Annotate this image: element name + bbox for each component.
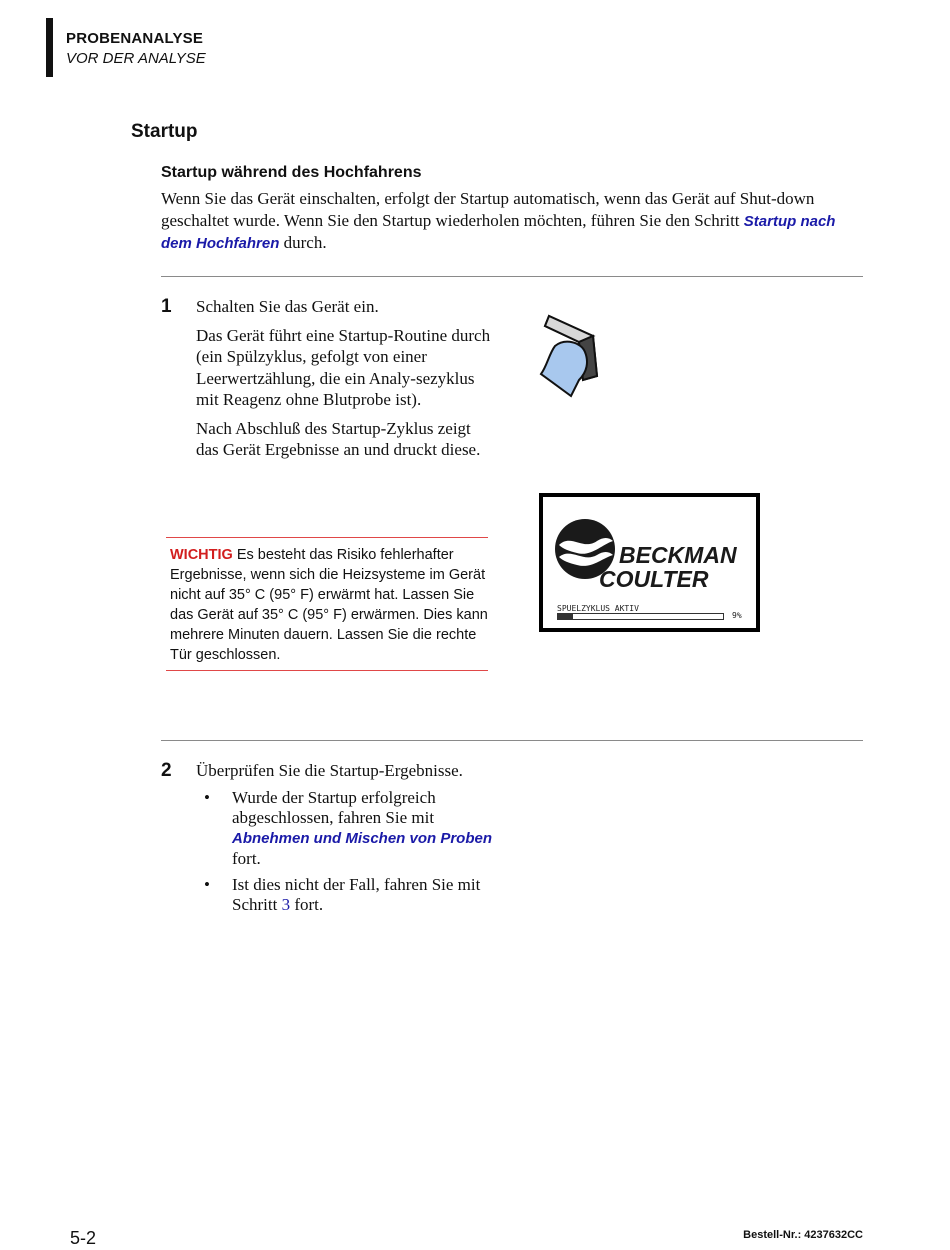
header-subtitle: VOR DER ANALYSE bbox=[66, 50, 206, 67]
step-1-instruction: Schalten Sie das Gerät ein. bbox=[196, 297, 379, 316]
divider-middle bbox=[161, 740, 863, 741]
subsection-title: Startup während des Hochfahrens bbox=[161, 164, 422, 181]
bullet-1-text: Wurde der Startup erfolgreich abgeschlossen, fahren Sie mit bbox=[232, 787, 436, 827]
warning-text-block bbox=[170, 545, 488, 665]
progress-percent: 9% bbox=[732, 611, 742, 620]
page-number: 5-2 bbox=[70, 1228, 97, 1248]
warning-label: WICHTIG bbox=[170, 547, 233, 563]
bullet-icon: • bbox=[204, 874, 210, 894]
header-bar bbox=[46, 18, 53, 77]
progress-bar bbox=[557, 613, 724, 620]
step-1-result-note: Nach Abschluß des Startup-Zyklus zeigt das Gerät Ergebnisse an und druckt diese. bbox=[196, 418, 481, 459]
progress-bar-fill bbox=[558, 614, 573, 619]
bullet-2-text: Ist dies nicht der Fall, fahren Sie mit Schritt bbox=[232, 874, 481, 914]
intro-text-end: durch. bbox=[279, 233, 327, 252]
instrument-screen bbox=[539, 493, 760, 632]
bullet-2-end: fort. bbox=[290, 894, 324, 914]
order-number: Bestell-Nr.: 4237632CC bbox=[743, 1229, 863, 1241]
step-2-number: 2 bbox=[161, 760, 172, 781]
screen-status-text: SPUELZYKLUS AKTIV bbox=[557, 604, 639, 613]
step-2-instruction: Überprüfen Sie die Startup-Ergebnisse. bbox=[196, 761, 463, 780]
finger-press-button-icon bbox=[535, 310, 607, 402]
list-item bbox=[196, 788, 516, 869]
logo-line-2: COULTER bbox=[599, 566, 709, 592]
beckman-coulter-logo bbox=[549, 511, 749, 601]
intro-text: Wenn Sie das Gerät einschalten, erfolgt der Startup automatisch, wenn das Gerät auf Shut-down geschaltet wurde. Wenn Sie den Startup wiederholen möchten, führen Sie den Schritt bbox=[161, 189, 815, 230]
bullet-icon: • bbox=[204, 787, 210, 807]
divider-top bbox=[161, 276, 863, 277]
step-2-bullets bbox=[196, 788, 516, 915]
warning-text: Es besteht das Risiko fehlerhafter Ergebnisse, wenn sich die Heizsysteme im Gerät nicht auf 35° C (95° F) erwärmt hat. Lassen Sie das Gerät auf 35° C (95° F) erwärmen. Dies kann mehrere Minuten dauern. Lassen Sie die rechte Tür geschlossen. bbox=[170, 547, 488, 663]
header-title: PROBENANALYSE bbox=[66, 30, 204, 47]
warning-box bbox=[166, 537, 488, 671]
startup-after-boot-link[interactable]: Startup nach dem Hochfahren bbox=[161, 212, 836, 252]
step-1-description: Das Gerät führt eine Startup-Routine durch (ein Spülzyklus, gefolgt von einer Leerwertzählung, die ein Analy-sezyklus mit Reagenz ohne Blutprobe ist). bbox=[196, 325, 491, 409]
bullet-1-end: fort. bbox=[232, 848, 261, 868]
sample-mixing-link[interactable]: Abnehmen und Mischen von Proben bbox=[232, 829, 493, 847]
logo-line-1: BECKMAN bbox=[619, 542, 737, 568]
intro-paragraph bbox=[161, 188, 861, 255]
list-item bbox=[196, 875, 516, 915]
section-title: Startup bbox=[131, 121, 198, 142]
step-2-content bbox=[196, 760, 516, 921]
step-1-content bbox=[196, 296, 496, 468]
step-3-link[interactable]: 3 bbox=[281, 894, 291, 914]
step-1-number: 1 bbox=[161, 296, 172, 317]
